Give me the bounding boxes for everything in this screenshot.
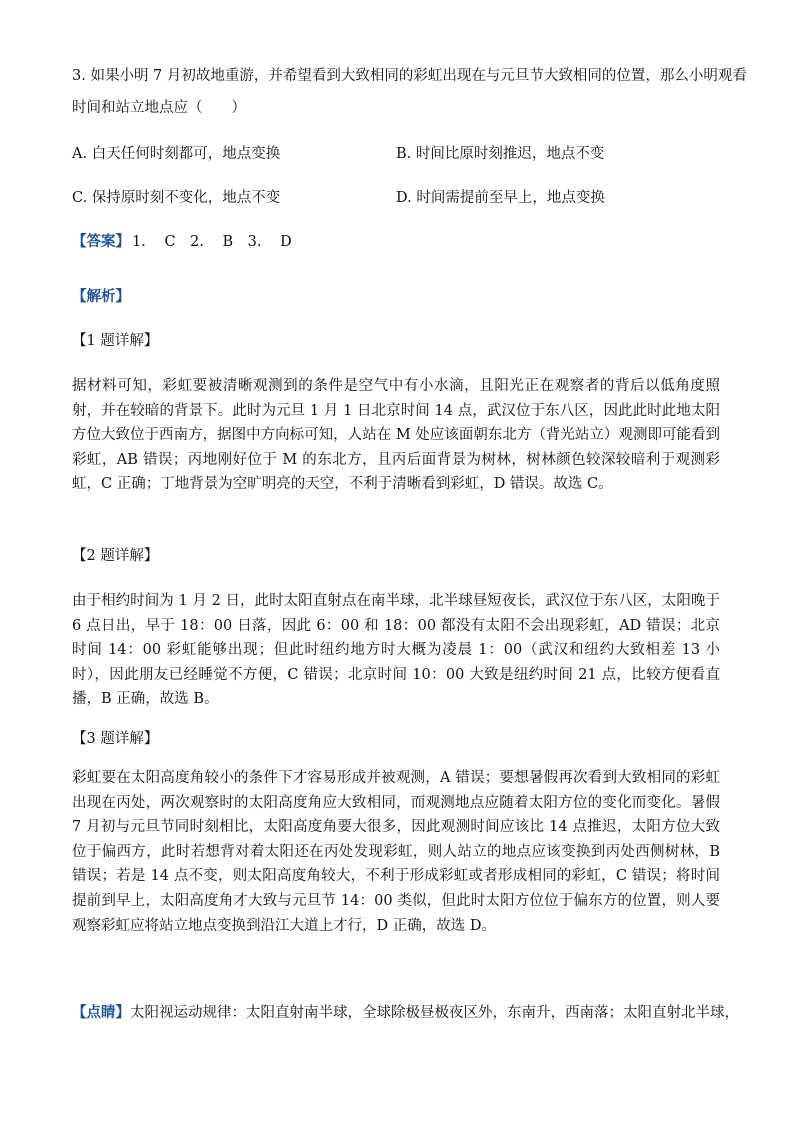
question-stem-line-2: 时间和站立地点应（ ） [72,100,246,116]
tip-text: 太阳视运动规律：太阳直射南半球，全球除极昼极夜区外，东南升，西南落；太阳直射北半球， [130,1005,739,1021]
analysis-label [72,287,722,307]
analysis-label-text: 【解析】 [72,288,130,305]
q2-heading: 【2 题详解】 [72,548,159,564]
option-d: D. 时间需提前至早上，地点变换 [396,190,605,206]
option-a: A. 白天任何时刻都可，地点变换 [72,146,281,162]
q2-explanation: 由于相约时间为 1 月 2 日，此时太阳直射点在南半球，北半球昼短夜长，武汉位于东八区，太阳晚于 6 点日出，早于 18：00 日落，因此 6：00 和 18：00 都没有太阳不会出现彩虹，AD 错误；北京时间 14：00 彩虹能够出现；但此时纽约地方时大概为凌晨 1：00（武汉和纽约大致相差 13 小时），因此朋友已经睡觉不方便，C 错误；北京时间 10：00 大致是纽约时间 21 点，比较方便看直播，B 正确，故选 B。 [72,593,720,708]
tip-label: 【点睛】 [72,1004,130,1021]
q3-explanation: 彩虹要在太阳高度角较小的条件下才容易形成并被观测，A 错误；要想暑假再次看到大致相同的彩虹出现在丙处，两次观察时的太阳高度角应大致相同，而观测地点应随着太阳方位的变化而变化。暑假 7 月初与元旦节同时刻相比，太阳高度角要大很多，因此观测时间应该比 14 点推迟，太阳方位大致位于偏西方，此时若想背对着太阳还在丙处发现彩虹，则人站立的地点应该变换到丙处西侧树林，B 错误；若是 14 点不变，则太阳高度角较大，不利于形成彩虹或者形成相同的彩虹，C 错误；将时间提前到早上，太阳高度角才大致与元旦节 14：00 类似，但此时太阳方位位于偏东方的位置，则人要观察彩虹应将站立地点变换到沿江大道上才行，D 正确，故选 D。 [72,770,720,934]
option-b: B. 时间比原时刻推迟，地点不变 [396,146,605,162]
answer-label: 【答案】 [72,233,130,250]
q1-explanation: 据材料可知，彩虹要被清晰观测到的条件是空气中有小水滴，且阳光正在观察者的背后以低角度照射，并在较暗的背景下。此时为元旦 1 月 1 日北京时间 14 点，武汉位于东八区，因此此时此地太阳方位大致位于西南方，据图中方向标可知，人站在 M 处应该面朝东北方（背光站立）观测即可能看到彩虹，AB 错误；丙地刚好位于 M 的东北方，且丙后面背景为树林，树林颜色较深较暗利于观测彩虹，C 正确；丁地背景为空旷明亮的天空，不利于清晰看到彩虹，D 错误。故选 C。 [72,378,720,493]
option-c: C. 保持原时刻不变化，地点不变 [72,190,281,206]
tip-row [72,1003,739,1023]
answer-row [72,232,722,252]
question-stem-line-1: 3. 如果小明 7 月初故地重游，并希望看到大致相同的彩虹出现在与元旦节大致相同的位置，那么小明观看 [72,68,747,84]
answer-text: 1. C 2. B 3. D [132,234,292,250]
q3-heading: 【3 题详解】 [72,731,159,747]
q1-heading: 【1 题详解】 [72,333,159,349]
